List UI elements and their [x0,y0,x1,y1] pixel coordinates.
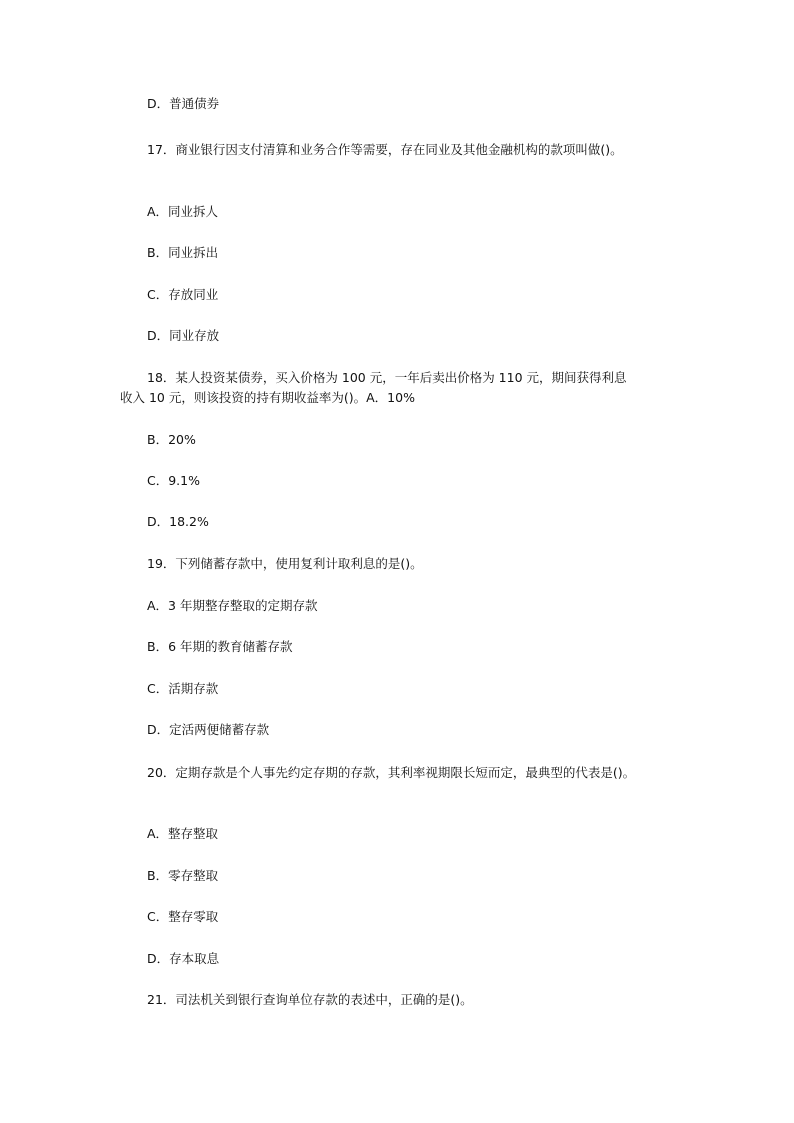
option-20b: B．零存整取 [147,868,219,883]
question-20: 20．定期存款是个人事先约定存期的存款，其利率视期限长短而定，最典型的代表是()。 [147,765,636,780]
option-18c: C．9.1% [147,473,200,488]
option-18d: D．18.2% [147,514,209,529]
question-21: 21．司法机关到银行查询单位存款的表述中，正确的是()。 [147,992,473,1007]
option-17c: C．存放同业 [147,287,219,302]
question-18-line2: 收入 10 元，则该投资的持有期收益率为()。A．10% [120,390,415,405]
option-17a: A．同业拆人 [147,204,219,219]
question-19: 19．下列储蓄存款中，使用复利计取利息的是()。 [147,556,423,571]
option-17d: D．同业存放 [147,328,220,343]
option-20c: C．整存零取 [147,909,219,924]
option-16d: D．普通债券 [147,96,220,111]
option-18b: B．20% [147,432,196,447]
option-19c: C．活期存款 [147,681,219,696]
option-19d: D．定活两便储蓄存款 [147,722,270,737]
option-19b: B．6 年期的教育储蓄存款 [147,639,293,654]
question-18-line1: 18．某人投资某债券，买入价格为 100 元，一年后卖出价格为 110 元，期间获得利息 [147,370,627,385]
option-19a: A．3 年期整存整取的定期存款 [147,598,318,613]
question-17: 17．商业银行因支付清算和业务合作等需要，存在同业及其他金融机构的款项叫做()。 [147,142,623,157]
option-20a: A．整存整取 [147,826,219,841]
option-17b: B．同业拆出 [147,245,219,260]
option-20d: D．存本取息 [147,951,220,966]
